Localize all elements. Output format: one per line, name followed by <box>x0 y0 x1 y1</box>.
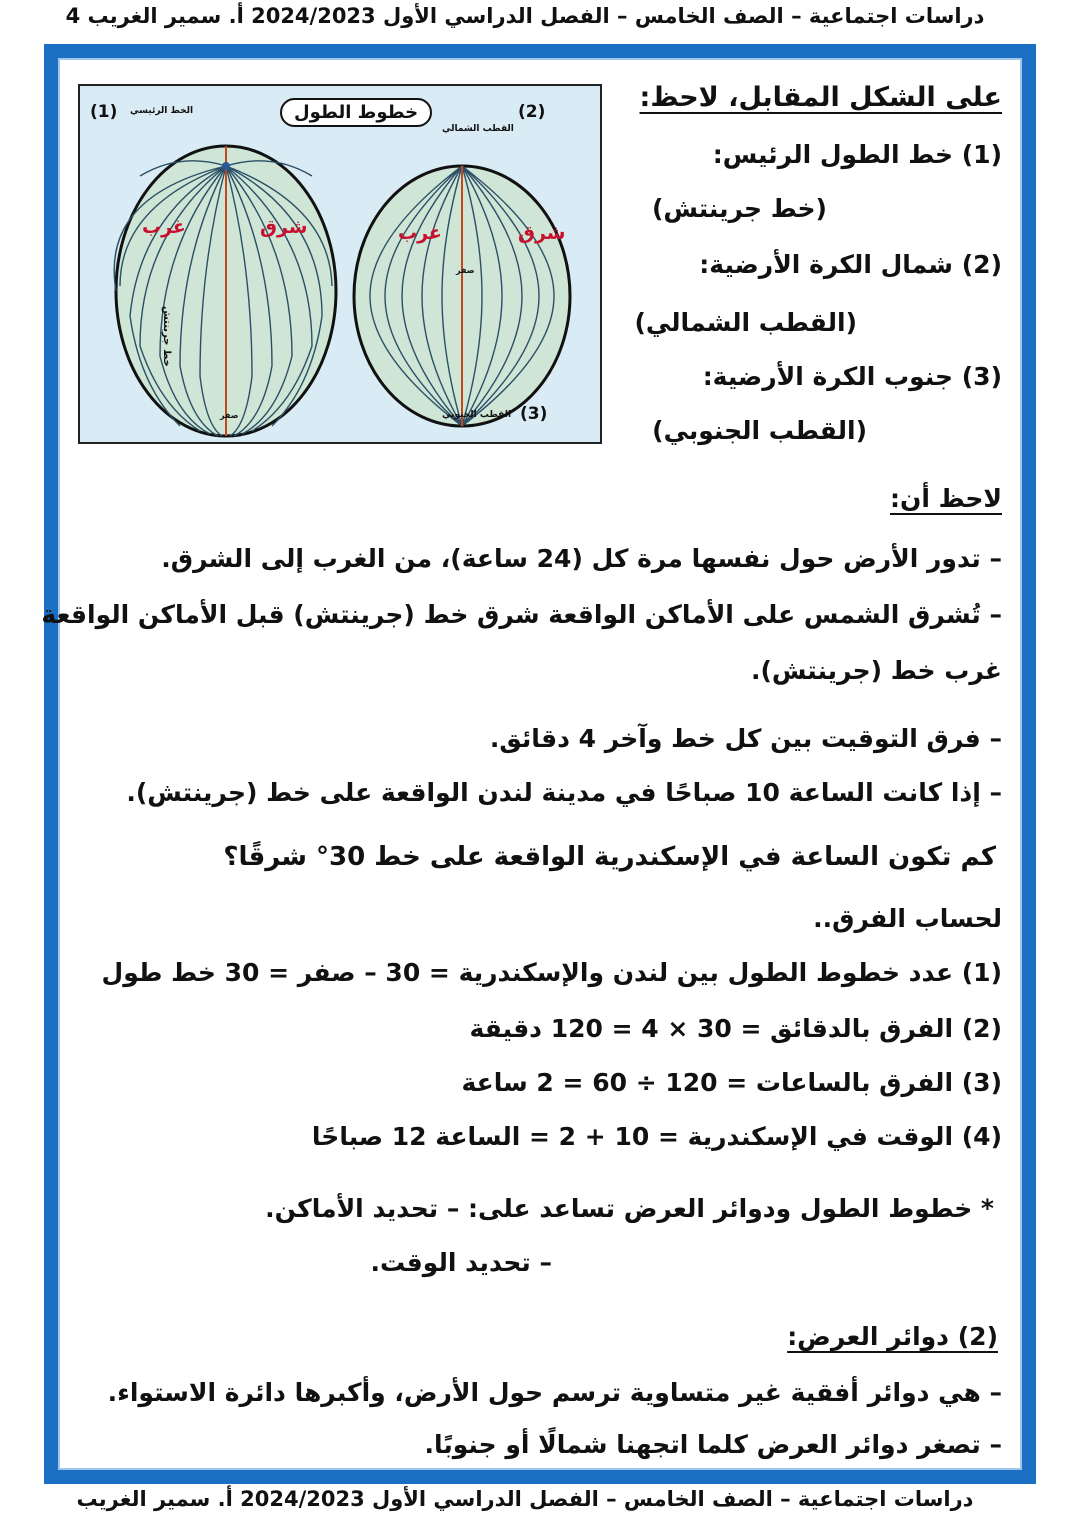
label-1: (1) <box>90 102 118 122</box>
longitude-figure <box>78 84 602 444</box>
problem-question: كم تكون الساعة في الإسكندرية الواقعة على خط 30° شرقًا؟ <box>223 842 996 872</box>
section1-item-1-answer: (خط جرينتش) <box>651 194 827 223</box>
problem-step-3: (3) الفرق بالساعات = 120 ÷ 60 = 2 ساعة <box>461 1068 1002 1097</box>
label-3: (3) <box>520 404 548 424</box>
problem-step-1: (1) عدد خطوط الطول بين لندن والإسكندرية = 30 – صفر = 30 خط طول <box>101 958 1002 987</box>
north-pole-label: القطب الشمالي <box>442 124 514 134</box>
page-footer: دراسات اجتماعية – الصف الخامس – الفصل الدراسي الأول 2024/2023 أ. سمير الغريب <box>76 1487 974 1511</box>
zero-label-right: صفر <box>456 266 475 275</box>
south-pole-label: القطب الجنوبي <box>442 410 512 420</box>
note-line-1: – تدور الأرض حول نفسها مرة كل (24 ساعة)، من الغرب إلى الشرق. <box>161 544 1002 573</box>
problem-intro: لحساب الفرق.. <box>813 904 1002 933</box>
west-label-left: غرب <box>142 216 186 238</box>
globe-prime-meridian <box>114 146 336 436</box>
uses-line-2: – تحديد الوقت. <box>370 1248 552 1277</box>
section1-item-3-answer: (القطب الجنوبي) <box>652 416 867 445</box>
note-line-2: – تُشرق الشمس على الأماكن الواقعة شرق خط (جرينتش) قبل الأماكن الواقعة <box>41 600 1002 629</box>
note-line-4: – فرق التوقيت بين كل خط وآخر 4 دقائق. <box>489 724 1002 753</box>
figure-title: خطوط الطول <box>280 98 432 127</box>
latitude-line-1: – هي دوائر أفقية غير متساوية ترسم حول الأرض، وأكبرها دائرة الاستواء. <box>107 1378 1002 1407</box>
prime-line-label: الخط الرئيسي <box>130 106 194 116</box>
uses-line-1: * خطوط الطول ودوائر العرض تساعد على: – تحديد الأماكن. <box>265 1194 994 1223</box>
notes-heading: لاحظ أن: <box>889 484 1002 513</box>
label-2: (2) <box>518 102 546 122</box>
page-content <box>41 58 1022 1470</box>
section1-item-2-label: (2) شمال الكرة الأرضية: <box>699 250 1002 279</box>
section1-item-1-label: (1) خط الطول الرئيس: <box>712 140 1002 169</box>
east-label-left: شرق <box>260 216 308 238</box>
latitude-line-2: – تصغر دوائر العرض كلما اتجهنا شمالًا أو جنوبًا. <box>424 1430 1002 1459</box>
greenwich-label: خط جرينتش <box>161 306 172 367</box>
east-label-right: شرق <box>518 222 566 244</box>
globe-north-south-poles <box>354 166 570 426</box>
problem-step-4: (4) الوقت في الإسكندرية = 10 + 2 = الساعة 12 صباحًا <box>311 1122 1002 1151</box>
page-header: دراسات اجتماعية – الصف الخامس – الفصل الدراسي الأول 2024/2023 أ. سمير الغريب 4 <box>65 4 985 28</box>
page-frame <box>41 44 1036 1484</box>
note-line-3: غرب خط (جرينتش). <box>750 656 1002 685</box>
longitude-globes-illustration <box>80 86 600 442</box>
note-line-5: – إذا كانت الساعة 10 صباحًا في مدينة لندن الواقعة على خط (جرينتش). <box>126 778 1002 807</box>
problem-step-2: (2) الفرق بالدقائق = 30 × 4 = 120 دقيقة <box>469 1014 1002 1043</box>
section1-heading: على الشكل المقابل، لاحظ: <box>639 82 1002 113</box>
section1-item-2-answer: (القطب الشمالي) <box>634 308 857 337</box>
west-label-right: غرب <box>398 222 442 244</box>
section1-item-3-label: (3) جنوب الكرة الأرضية: <box>702 362 1002 391</box>
zero-label-left: صفر <box>220 411 239 420</box>
latitude-heading: (2) دوائر العرض: <box>787 1322 998 1351</box>
